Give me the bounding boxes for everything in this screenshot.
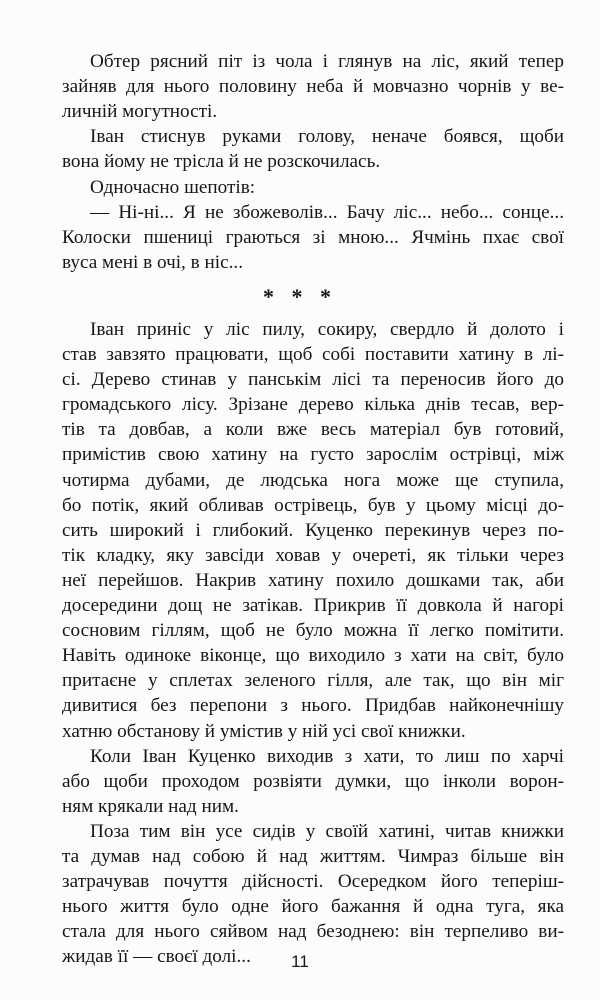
text-line: став завзято працювати, щоб собі поставити хатину в лі- [62,344,564,365]
text-line: Колоски пшениці граються зі мною... Ячмінь пхає свої [62,227,564,248]
text-line: бо потік, який обливав острівець, був у цьому місці до- [62,495,564,516]
text-line: — Ні-ні... Я не збожеволів... Бачу ліс... небо... сонце... [90,202,564,223]
text-line: жидав її — своєї долі... [62,946,251,967]
text-line: та думав над собою й над життям. Чимраз більше він [62,846,564,867]
text-line: тів та довбав, а коли вже весь матеріал був готовий, [62,419,564,440]
text-line: сосновим гіллям, щоб не було можна її легко помітити. [62,620,564,641]
text-line: Одночасно шепотів: [90,177,256,198]
text-line: Обтер рясний піт із чола і глянув на ліс, який тепер [90,51,564,72]
text-line: дивитися без перепони з нього. Придбав найконечнішу [62,695,564,716]
text-line: зайняв для нього половину неба й мовчазно чорнів у ве- [62,76,564,97]
text-line: примістив свою хатину на густо зарослім острівці, між [62,444,564,465]
text-line: вуса мені в очі, в ніс... [62,252,244,273]
text-line: Іван приніс у ліс пилу, сокиру, свердло й долото і [90,319,564,340]
text-line: або щоби проходом розвіяти думки, що інколи ворон- [62,771,564,792]
text-line: неї перейшов. Накрив хатину похило дошками так, аби [62,570,564,591]
text-line: сить широкий і глибокий. Куценко перекинув через по- [62,520,564,541]
text-line: тік кладку, яку завсіди ховав у очереті, як тільки через [62,545,564,566]
text-line: Іван стиснув руками голову, неначе боявся, щоби [90,126,564,147]
text-line: хатню обстанову й умістив у ній усі свої книжки. [62,721,466,742]
text-line: Навіть одиноке віконце, що виходило з хати на світ, було [62,645,564,666]
text-line: Поза тим він усе сидів у своїй хатині, читав книжки [90,821,564,842]
section-separator: * * * [263,284,337,309]
text-line: личній могутності. [62,101,218,122]
text-line: нього життя було одне його бажання й одна туга, яка [62,896,564,917]
text-line: досередини дощ не затікав. Прикрив її довкола й нагорі [62,595,564,616]
text-line: громадського лісу. Зрізане дерево кілька днів тесав, вер- [62,394,564,415]
text-line: притаєне у сплетах зеленого гілля, але так, що він міг [62,670,564,691]
text-line: Коли Іван Куценко виходив з хати, то лиш по харчі [90,746,564,767]
text-line: затрачував почуття дійсності. Осередком його теперіш- [62,871,564,892]
text-line: сі. Дерево стинав у панськім лісі та переносив його до [62,369,564,390]
page-number: 11 [291,952,309,971]
text-line: чотирма дубами, де людська нога може ще ступила, [62,470,564,491]
text-line: вона йому не трісла й не розскочилась. [62,151,381,172]
text-line: стала для нього сяйвом над безоднею: він терпеливо ви- [62,921,564,942]
text-line: ням крякали над ним. [62,796,239,817]
